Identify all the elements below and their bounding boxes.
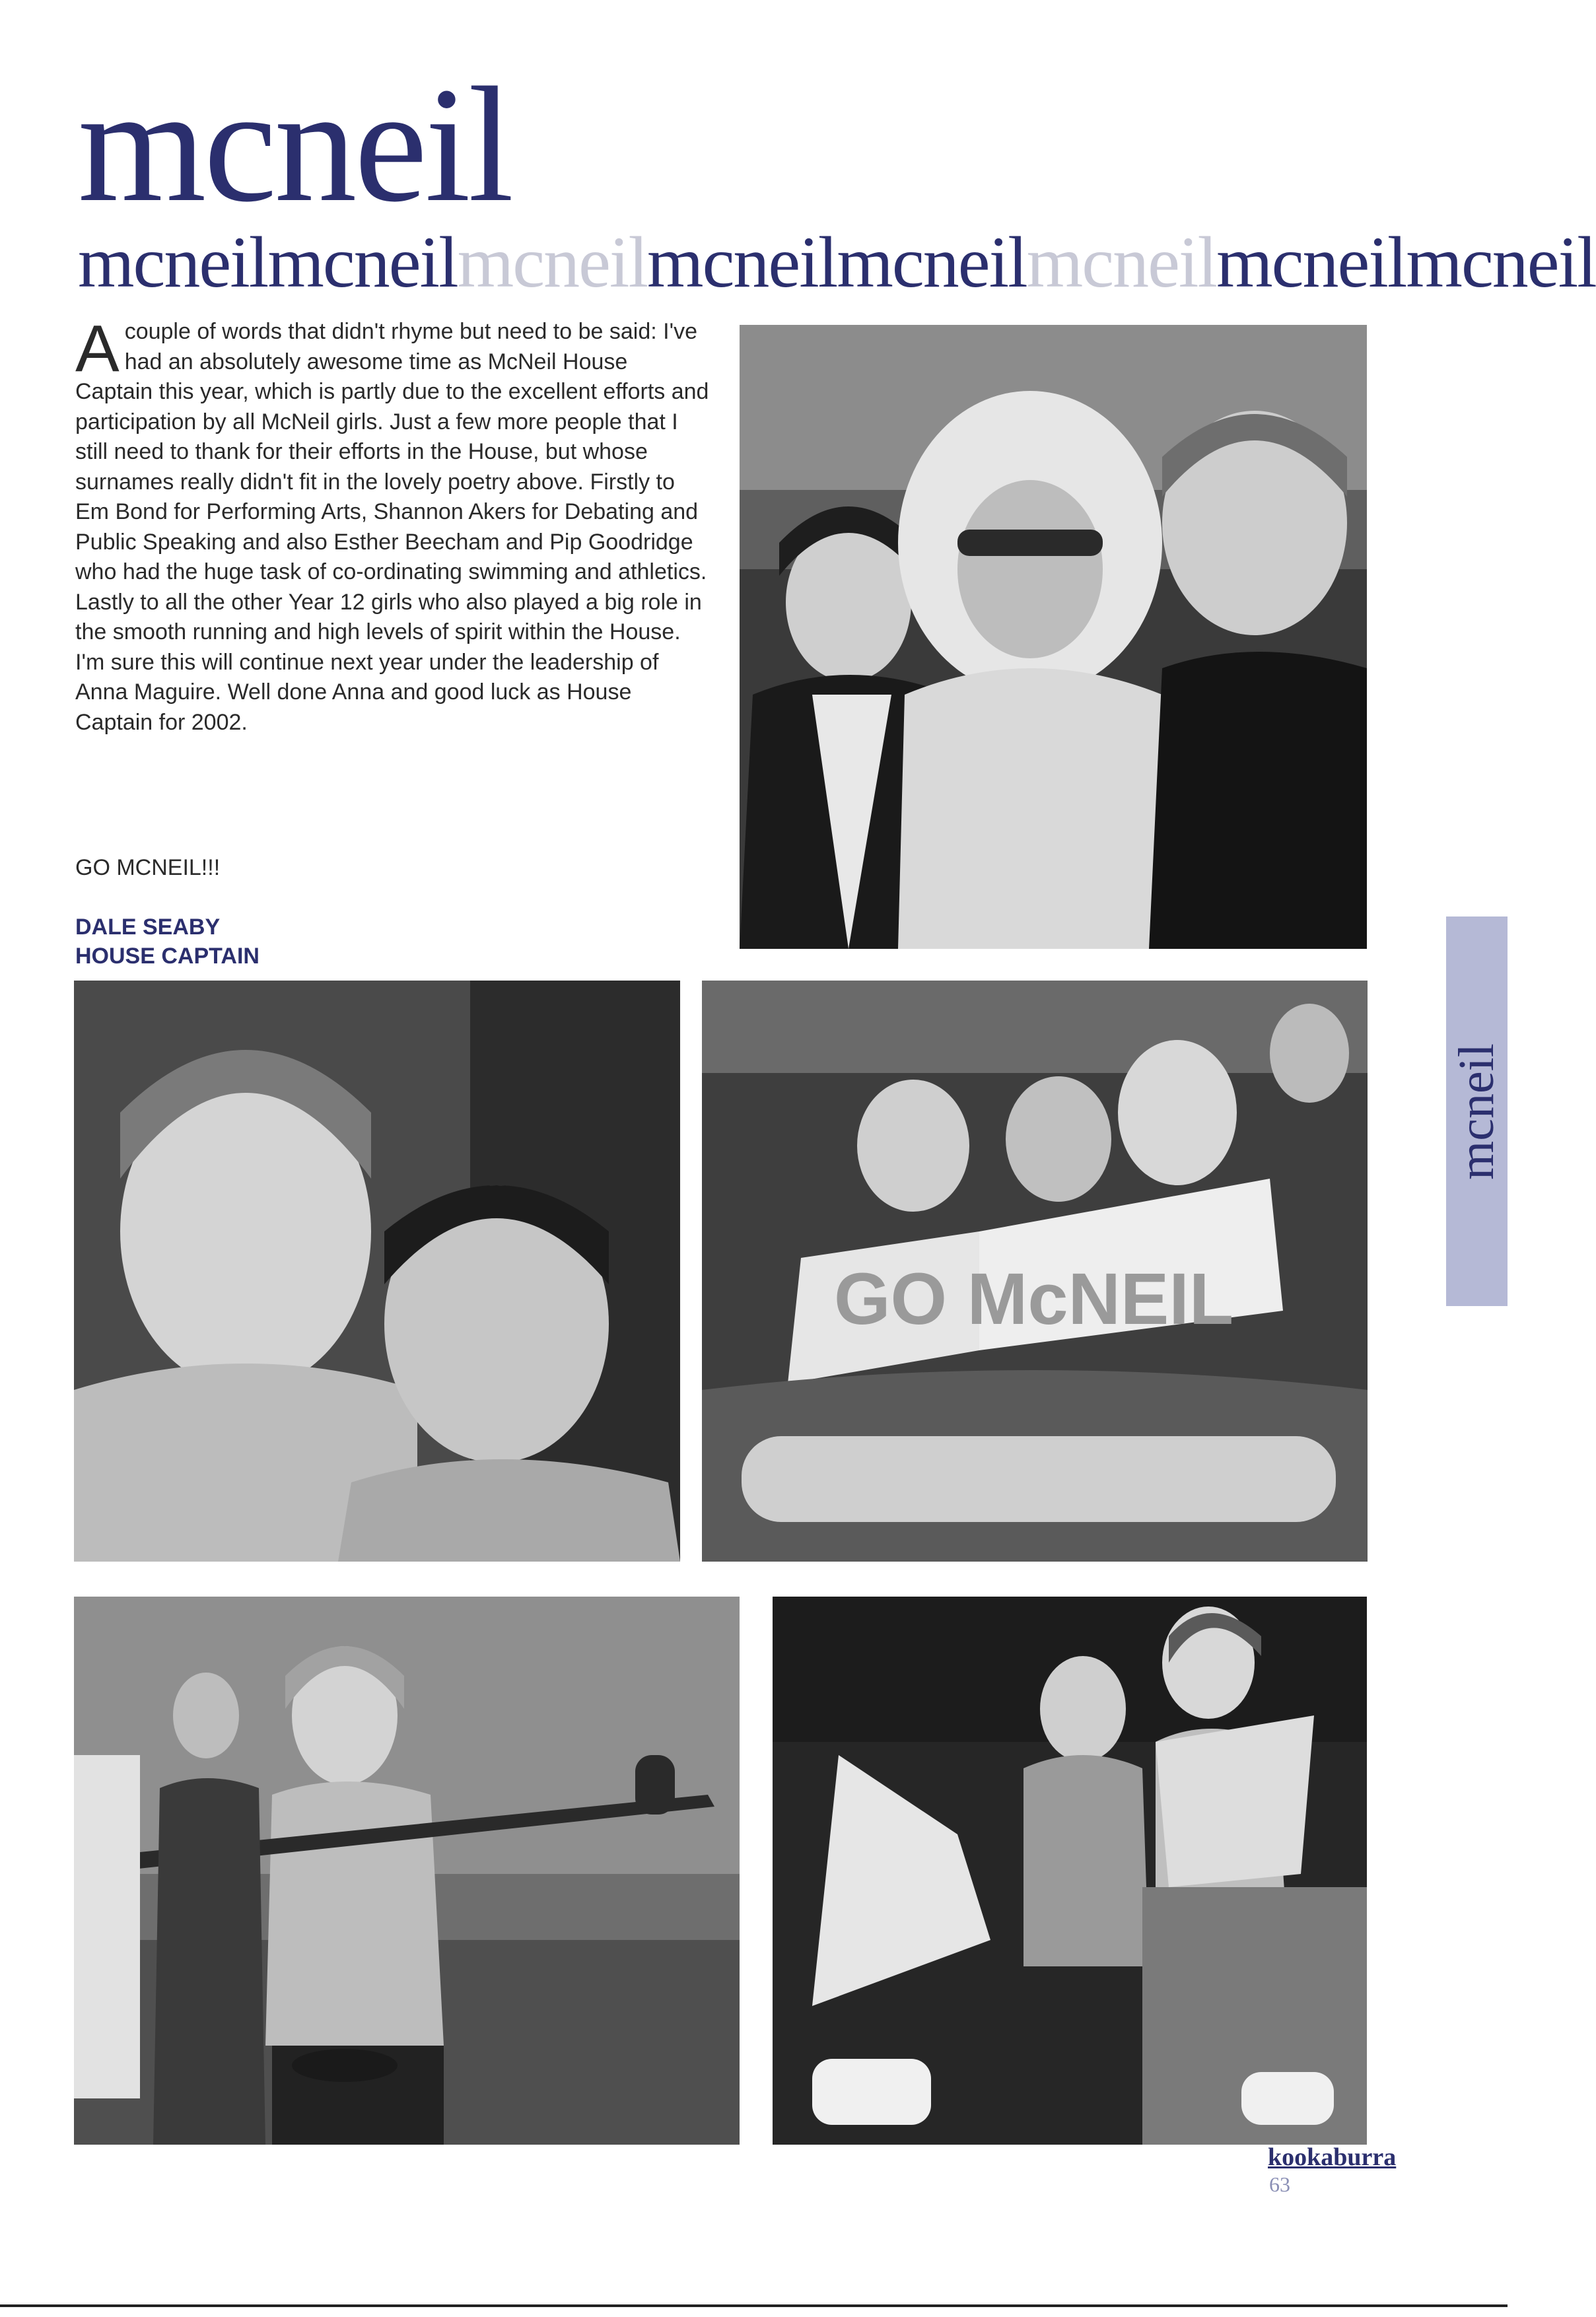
photo-sign-girls bbox=[702, 981, 1368, 1562]
section-side-tab bbox=[1446, 916, 1508, 1306]
sign-text: GO McNEIL bbox=[834, 1259, 1234, 1340]
bottom-rule bbox=[0, 2304, 1508, 2307]
photo-flag-girls bbox=[773, 1597, 1367, 2145]
repeat-word: mcneil bbox=[1406, 222, 1596, 302]
repeat-word: mcneil bbox=[267, 222, 458, 302]
drop-cap: A bbox=[75, 312, 120, 386]
title-repeat-row bbox=[78, 213, 1596, 312]
repeat-word-faded: mcneil bbox=[457, 222, 648, 302]
page-number: 63 bbox=[1269, 2172, 1290, 2196]
repeat-word: mcneil bbox=[837, 222, 1027, 302]
author-name: DALE SEABY bbox=[75, 915, 221, 940]
article-body bbox=[75, 312, 709, 738]
photo-three-girls bbox=[740, 325, 1367, 949]
repeat-word: mcneil bbox=[78, 222, 268, 302]
article-text: couple of words that didn't rhyme but need to be said: I've had an absolutely awesome time as McNeil House Captain this year, which is partly due to the excellent efforts and participation by all McNeil girls. Just a few more people that I still need to thank for their efforts in the House, but whose surnames really didn't fit in the lovely poetry above. Firstly to Em Bond for Performing Arts, Shannon Akers for Debating and Public Speaking and also Esther Beecham and Pip Goodridge who had the huge task of co-ordinating swimming and athletics. Lastly to all the other Year 12 girls who also played a big role in the smooth running and high levels of spirit within the House. I'm sure this will continue next year under the leadership of Anna Maguire. Well done Anna and good luck as House Captain for 2002. bbox=[75, 319, 709, 735]
repeat-word-faded: mcneil bbox=[1026, 222, 1217, 302]
photo-hockey-girl bbox=[74, 1597, 740, 2145]
photo-two-girls bbox=[74, 981, 680, 1562]
page-title: mcneil bbox=[78, 53, 512, 236]
cheer-text: GO MCNEIL!!! bbox=[75, 855, 221, 880]
signoff bbox=[75, 913, 260, 971]
repeat-word: mcneil bbox=[1216, 222, 1406, 302]
repeat-word: mcneil bbox=[647, 222, 837, 302]
side-tab-label: mcneil bbox=[1449, 1043, 1504, 1180]
author-role: HOUSE CAPTAIN bbox=[75, 944, 260, 969]
publication-brand: kookaburra bbox=[1268, 2143, 1397, 2171]
